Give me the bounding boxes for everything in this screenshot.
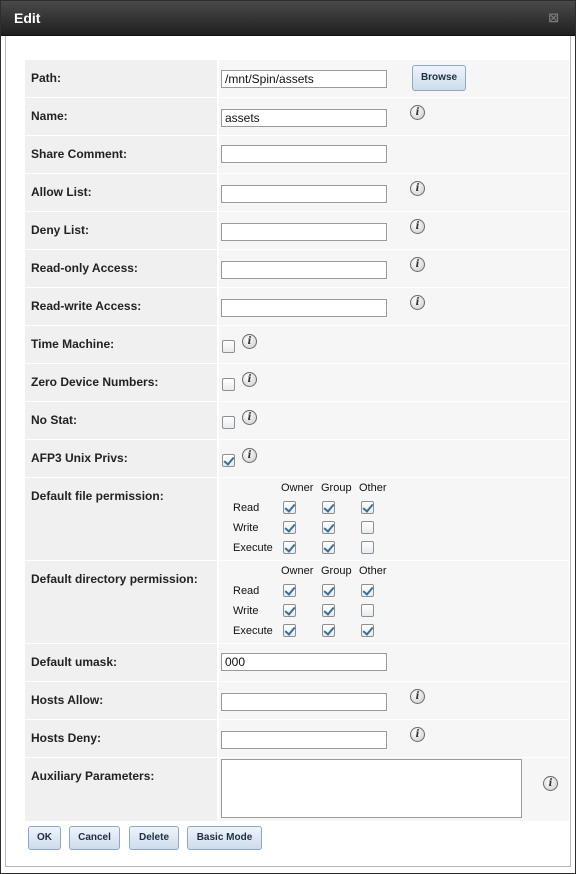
row-read-label: Read [233,502,260,514]
form-row-ro-access [25,250,569,288]
form-row-deny-list [25,212,569,250]
allow-list-input[interactable] [221,185,387,203]
file-read-owner-checkbox[interactable] [283,501,296,514]
share-comment-input[interactable] [221,145,387,163]
form-row-hosts-allow [25,682,569,720]
info-icon[interactable]: i [410,181,425,196]
col-group-label: Group [321,565,352,577]
afp3-label: AFP3 Unix Privs: [31,451,128,465]
dir-write-group-checkbox[interactable] [322,604,335,617]
deny-list-label: Deny List: [31,223,90,237]
dir-permission-label: Default directory permission: [31,572,198,586]
cancel-button[interactable]: Cancel [69,826,120,850]
name-input[interactable] [221,109,387,127]
row-read-label: Read [233,585,260,597]
form-row-rw-access [25,288,569,326]
info-icon[interactable]: i [410,219,425,234]
file-permission-label: Default file permission: [31,489,164,503]
col-other-label: Other [359,565,387,577]
dir-execute-other-checkbox[interactable] [361,624,374,637]
browse-button[interactable]: Browse [412,65,466,91]
delete-button[interactable]: Delete [129,826,179,850]
info-icon[interactable]: i [543,776,558,791]
dialog-title: Edit [14,10,41,26]
form-row-afp3 [25,440,569,478]
info-icon[interactable]: i [410,689,425,704]
form-row-dir-permission [25,561,569,644]
umask-label: Default umask: [31,655,118,669]
dir-read-group-checkbox[interactable] [322,584,335,597]
row-write-label: Write [233,605,259,617]
file-execute-other-checkbox[interactable] [361,541,374,554]
no-stat-checkbox[interactable] [222,416,235,429]
dir-write-other-checkbox[interactable] [361,604,374,617]
form-row-umask [25,644,569,682]
info-icon[interactable]: i [242,448,257,463]
info-icon[interactable]: i [410,295,425,310]
info-icon[interactable]: i [410,257,425,272]
dir-read-owner-checkbox[interactable] [283,584,296,597]
dir-read-other-checkbox[interactable] [361,584,374,597]
form-row-path [25,60,569,98]
ro-access-label: Read-only Access: [31,261,138,275]
afp3-checkbox[interactable] [222,454,235,467]
aux-label: Auxiliary Parameters: [31,769,155,783]
ro-access-input[interactable] [221,261,387,279]
hosts-allow-label: Hosts Allow: [31,693,104,707]
col-owner-label: Owner [281,565,314,577]
info-icon[interactable]: i [410,727,425,742]
allow-list-label: Allow List: [31,185,92,199]
form-row-no-stat [25,402,569,440]
info-icon[interactable]: i [410,105,425,120]
zero-device-label: Zero Device Numbers: [31,375,159,389]
path-label: Path: [31,71,61,85]
form-row-name [25,98,569,136]
row-write-label: Write [233,522,259,534]
umask-input[interactable] [221,653,387,671]
form-row-aux [25,758,569,822]
info-icon[interactable]: i [242,410,257,425]
row-execute-label: Execute [233,625,273,637]
rw-access-label: Read-write Access: [31,299,142,313]
hosts-deny-input[interactable] [221,731,387,749]
zero-device-checkbox[interactable] [222,378,235,391]
file-execute-group-checkbox[interactable] [322,541,335,554]
col-group-label: Group [321,482,352,494]
dialog-titlebar[interactable] [1,1,575,36]
info-icon[interactable]: i [242,372,257,387]
form-row-hosts-deny [25,720,569,758]
form-row-file-permission [25,478,569,561]
file-permission-grid [219,478,569,560]
hosts-deny-label: Hosts Deny: [31,731,102,745]
close-icon[interactable]: ⊠ [548,10,559,25]
dir-execute-group-checkbox[interactable] [322,624,335,637]
share-comment-label: Share Comment: [31,147,128,161]
form-row-zero-device [25,364,569,402]
hosts-allow-input[interactable] [221,693,387,711]
file-write-group-checkbox[interactable] [322,521,335,534]
col-other-label: Other [359,482,387,494]
file-execute-owner-checkbox[interactable] [283,541,296,554]
form-row-share-comment [25,136,569,174]
time-machine-checkbox[interactable] [222,340,235,353]
col-owner-label: Owner [281,482,314,494]
dir-execute-owner-checkbox[interactable] [283,624,296,637]
form-row-time-machine [25,326,569,364]
ok-button[interactable]: OK [28,826,61,850]
file-read-other-checkbox[interactable] [361,501,374,514]
file-write-other-checkbox[interactable] [361,521,374,534]
dir-permission-grid [219,561,569,643]
time-machine-label: Time Machine: [31,337,115,351]
row-execute-label: Execute [233,542,273,554]
aux-textarea[interactable] [221,759,522,818]
form-row-allow-list [25,174,569,212]
info-icon[interactable]: i [242,334,257,349]
deny-list-input[interactable] [221,223,387,241]
name-label: Name: [31,109,68,123]
no-stat-label: No Stat: [31,413,77,427]
path-input[interactable] [221,70,387,88]
file-read-group-checkbox[interactable] [322,501,335,514]
file-write-owner-checkbox[interactable] [283,521,296,534]
dir-write-owner-checkbox[interactable] [283,604,296,617]
basic-mode-button[interactable]: Basic Mode [187,826,262,850]
rw-access-input[interactable] [221,299,387,317]
